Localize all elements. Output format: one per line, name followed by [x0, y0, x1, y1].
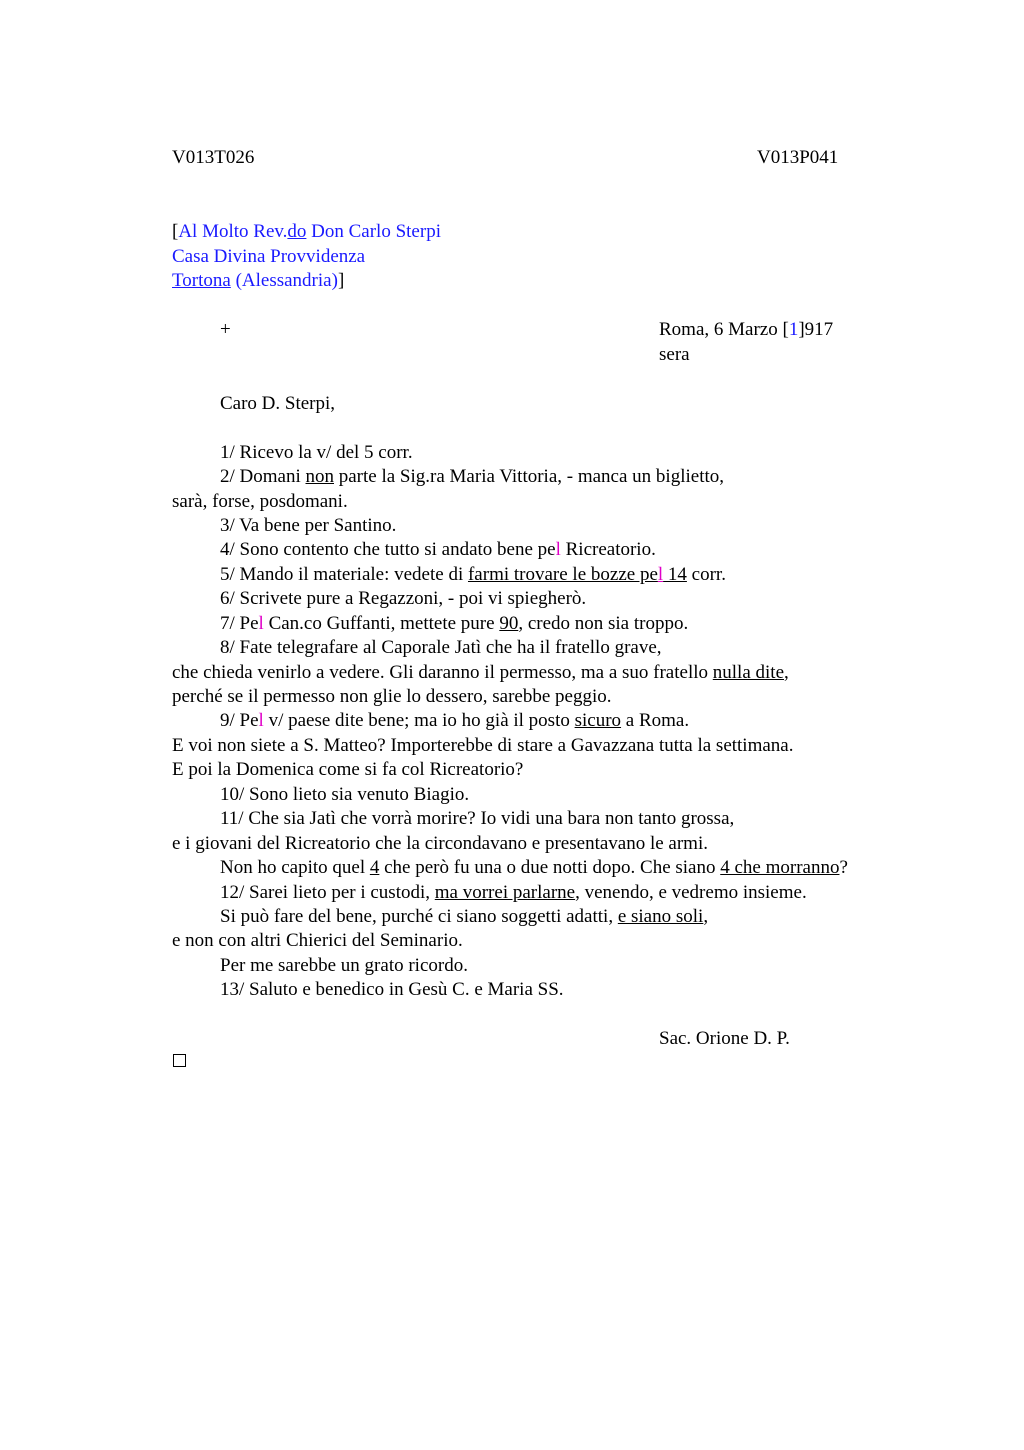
end-marker-square — [173, 1054, 186, 1067]
document-code-right: V013P041 — [757, 147, 839, 168]
paragraph-7: 7/ Pel Can.co Guffanti, mettete pure 90, credo non sia troppo. — [220, 613, 689, 634]
document-code-left: V013T026 — [172, 147, 255, 168]
paragraph-3: 3/ Va bene per Santino. — [220, 515, 397, 536]
paragraph-5: 5/ Mando il materiale: vedete di farmi trovare le bozze pel 14 corr. — [220, 564, 726, 585]
paragraph-8-cont-2: perché se il permesso non glie lo dessero, sarebbe peggio. — [172, 686, 612, 707]
time-of-day: sera — [659, 344, 690, 365]
signature: Sac. Orione D. P. — [659, 1028, 790, 1049]
paragraph-2: 2/ Domani non parte la Sig.ra Maria Vittoria, - manca un biglietto, — [220, 466, 725, 487]
paragraph-8-cont: che chieda venirlo a vedere. Gli daranno il permesso, ma a suo fratello nulla dite, — [172, 662, 789, 683]
address-line-1: [Al Molto Rev.do Don Carlo Sterpi — [172, 221, 441, 242]
paragraph-10: 10/ Sono lieto sia venuto Biagio. — [220, 784, 470, 805]
paragraph-12-cont-2: e non con altri Chierici del Seminario. — [172, 930, 463, 951]
paragraph-13: 13/ Saluto e benedico in Gesù C. e Maria SS. — [220, 979, 564, 1000]
paragraph-6: 6/ Scrivete pure a Regazzoni, - poi vi spiegherò. — [220, 588, 587, 609]
paragraph-4: 4/ Sono contento che tutto si andato bene pel Ricreatorio. — [220, 539, 656, 560]
paragraph-11: 11/ Che sia Jatì che vorrà morire? Io vidi una bara non tanto grossa, — [220, 808, 735, 829]
paragraph-9-cont-2: E poi la Domenica come si fa col Ricreatorio? — [172, 759, 524, 780]
paragraph-1: 1/ Ricevo la v/ del 5 corr. — [220, 442, 413, 463]
paragraph-2-cont: sarà, forse, posdomani. — [172, 491, 348, 512]
paragraph-12-cont-3: Per me sarebbe un grato ricordo. — [220, 955, 468, 976]
paragraph-11-cont: e i giovani del Ricreatorio che la circondavano e presentavano le armi. — [172, 833, 708, 854]
address-line-2: Casa Divina Provvidenza — [172, 246, 366, 267]
paragraph-9: 9/ Pel v/ paese dite bene; ma io ho già il posto sicuro a Roma. — [220, 710, 690, 731]
paragraph-11-cont-2: Non ho capito quel 4 che però fu una o due notti dopo. Che siano 4 che morranno? — [220, 857, 848, 878]
address-line-3: Tortona (Alessandria)] — [172, 270, 345, 291]
paragraph-8: 8/ Fate telegrafare al Caporale Jatì che ha il fratello grave, — [220, 637, 662, 658]
salutation: Caro D. Sterpi, — [220, 393, 336, 414]
paragraph-12-cont: Si può fare del bene, purché ci siano soggetti adatti, e siano soli, — [220, 906, 709, 927]
paragraph-12: 12/ Sarei lieto per i custodi, ma vorrei parlarne, venendo, e vedremo insieme. — [220, 882, 807, 903]
paragraph-9-cont: E voi non siete a S. Matteo? Importerebbe di stare a Gavazzana tutta la settimana. — [172, 735, 794, 756]
place-date: Roma, 6 Marzo [1]917 — [659, 319, 834, 340]
cross-symbol: + — [220, 319, 231, 340]
